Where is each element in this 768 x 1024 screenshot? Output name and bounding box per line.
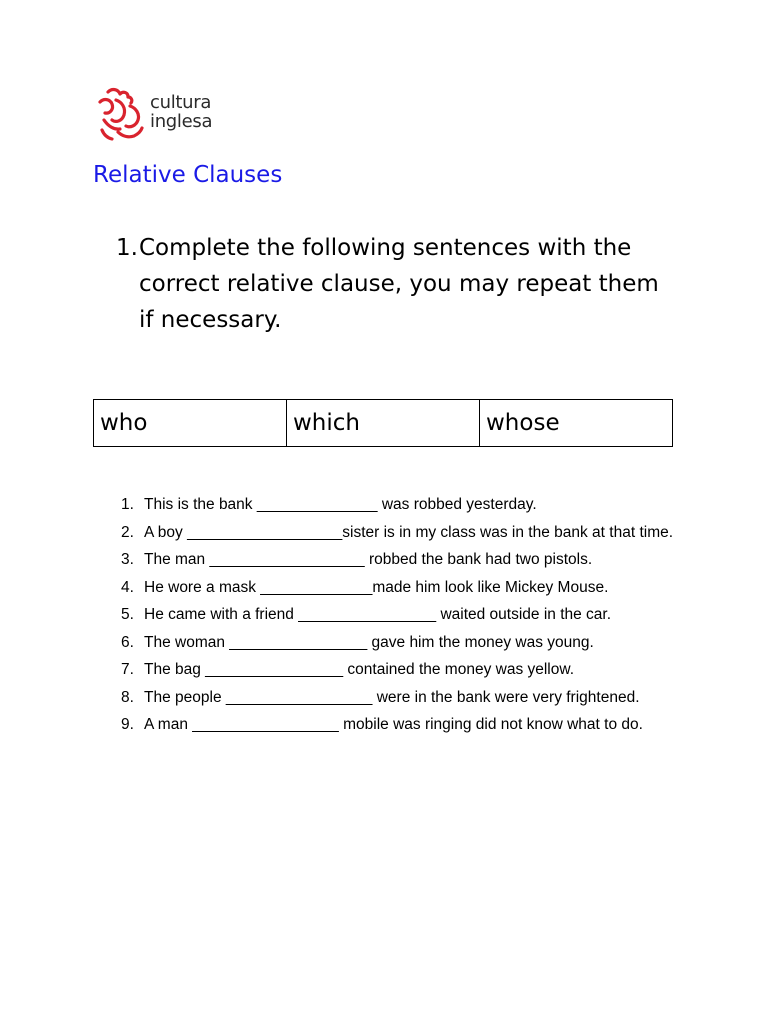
word-bank-cell: who xyxy=(94,400,287,447)
exercise-item xyxy=(113,519,683,547)
word-bank-row xyxy=(94,400,673,447)
exercise-text: He came with a friend ________________ waited outside in the car. xyxy=(144,606,612,623)
exercise-number: 8. xyxy=(121,688,134,706)
instruction-number: 1. xyxy=(116,235,138,261)
exercise-number: 7. xyxy=(121,661,134,678)
word-bank-cell: whose xyxy=(480,400,673,447)
instruction-text: Complete the following sentences with the correct relative clause, you may repeat them if necessary. xyxy=(139,235,659,333)
exercise-item xyxy=(113,574,683,602)
exercise-text: A boy __________________sister is in my class was in the bank at that time. xyxy=(144,523,674,541)
exercise-text: A man _________________ mobile was ringing did not know what to do. xyxy=(144,716,643,733)
cultura-inglesa-logo xyxy=(96,86,236,144)
exercise-item xyxy=(113,684,683,712)
exercise-number: 4. xyxy=(121,578,134,596)
exercise-item xyxy=(113,491,683,519)
exercise-number: 3. xyxy=(121,551,134,568)
exercise-text: He wore a mask _____________made him look like Mickey Mouse. xyxy=(144,578,609,596)
exercise-item xyxy=(113,629,683,657)
logo-line-2: inglesa xyxy=(150,111,213,132)
exercise-text: The people _________________ were in the bank were very frightened. xyxy=(144,688,640,706)
exercise-list xyxy=(113,491,683,739)
exercise-text: The bag ________________ contained the money was yellow. xyxy=(144,661,575,678)
exercise-text: The woman ________________ gave him the money was young. xyxy=(144,633,594,651)
exercise-item xyxy=(113,656,683,684)
exercise-number: 1. xyxy=(121,496,134,513)
exercise-number: 2. xyxy=(121,523,134,541)
logo-line-1: cultura xyxy=(150,92,212,113)
exercise-number: 6. xyxy=(121,633,134,651)
lion-emblem-icon xyxy=(96,86,146,142)
exercise-item xyxy=(113,546,683,574)
exercise-number: 9. xyxy=(121,716,134,733)
word-bank-table xyxy=(93,399,673,447)
section-title: Relative Clauses xyxy=(93,162,283,188)
instruction xyxy=(116,230,676,338)
word-bank-cell: which xyxy=(287,400,480,447)
exercise-text: This is the bank ______________ was robbed yesterday. xyxy=(144,496,537,513)
exercise-item xyxy=(113,711,683,739)
exercise-text: The man __________________ robbed the bank had two pistols. xyxy=(144,551,593,568)
exercise-number: 5. xyxy=(121,606,134,623)
logo-wordmark xyxy=(150,93,212,131)
exercise-item xyxy=(113,601,683,629)
